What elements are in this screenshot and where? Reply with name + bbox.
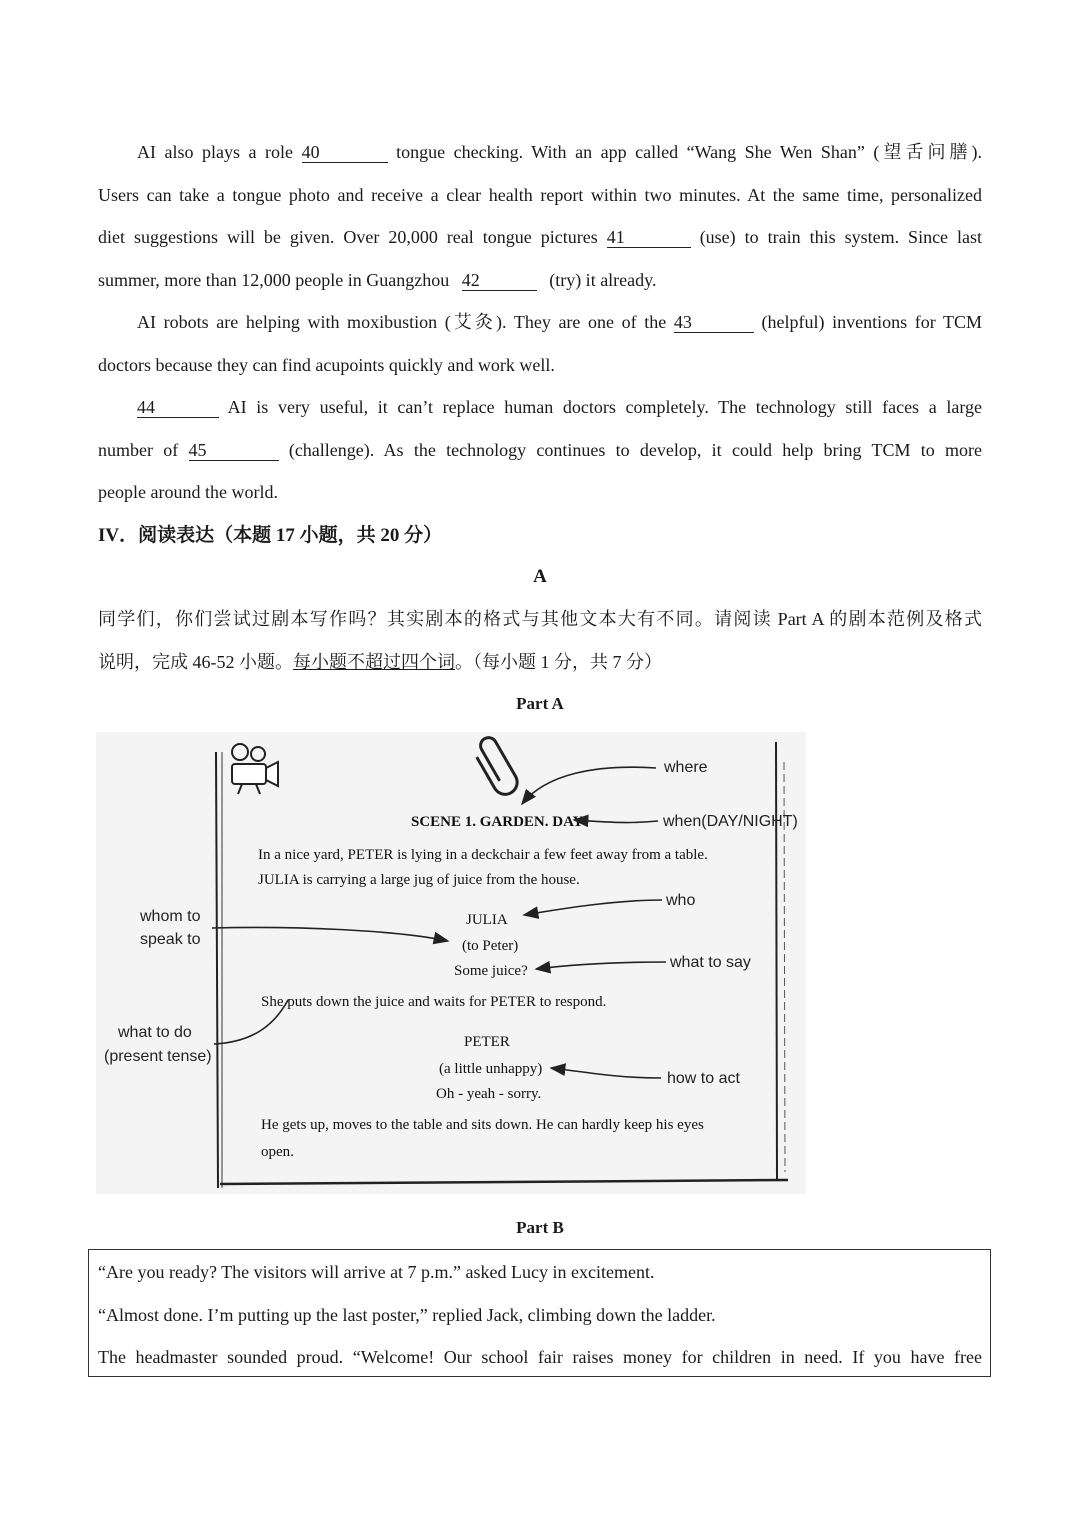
part-b-line: “Are you ready? The visitors will arrive at 7 p.m.” asked Lucy in excitement. bbox=[98, 1262, 655, 1282]
text: AI robots are helping with moxibustion (艾灸). They are one of the bbox=[137, 312, 667, 332]
paragraph-1 bbox=[98, 131, 982, 301]
blank-41[interactable]: 41 bbox=[607, 227, 691, 248]
paragraph-line bbox=[98, 301, 982, 344]
part-b-box bbox=[88, 1249, 991, 1377]
part-b-title: Part B bbox=[516, 1218, 564, 1237]
text: summer, more than 12,000 people in Guangzhou bbox=[98, 269, 450, 290]
dialogue-line: Some juice? bbox=[454, 963, 528, 979]
paragraph-line: doctors because they can find acupoints quickly and work well. bbox=[98, 354, 555, 375]
text: (use) to train this system. Since last bbox=[699, 227, 983, 247]
text: (try) it already. bbox=[549, 269, 657, 290]
note-what-to-say: what to say bbox=[670, 954, 751, 971]
intro-line bbox=[98, 641, 982, 684]
text: 。（每小题 1 分，共 7 分） bbox=[455, 651, 662, 672]
character-name: PETER bbox=[464, 1034, 510, 1050]
note-what-to-do-line-1: what to do bbox=[118, 1024, 192, 1041]
underlined-text: 每小题不超过四个词 bbox=[293, 651, 455, 672]
paragraph-2 bbox=[98, 301, 982, 386]
blank-45[interactable]: 45 bbox=[189, 440, 279, 461]
note-when: when(DAY/NIGHT) bbox=[663, 813, 798, 830]
text: diet suggestions will be given. Over 20,000 real tongue pictures bbox=[98, 227, 598, 247]
text: tongue checking. With an app called “Wang She Wen Shan” (望舌问膳). bbox=[396, 142, 983, 162]
blank-43[interactable]: 43 bbox=[674, 312, 754, 333]
parenthetical: (to Peter) bbox=[462, 938, 519, 954]
paragraph-line: people around the world. bbox=[98, 482, 278, 502]
dialogue-line: Oh - yeah - sorry. bbox=[436, 1086, 542, 1102]
part-b-text bbox=[98, 1251, 982, 1377]
note-who: who bbox=[666, 892, 696, 909]
paragraph-line bbox=[98, 429, 982, 472]
paragraph-line bbox=[98, 216, 982, 259]
text: 说明，完成 46-52 小题。 bbox=[98, 651, 293, 672]
part-b-line: The headmaster sounded proud. “Welcome! Our school fair raises money for children in need. If you have free bbox=[98, 1347, 982, 1367]
action-line: open. bbox=[261, 1144, 294, 1160]
text: AI is very useful, it can’t replace human doctors completely. The technology still faces a large bbox=[227, 397, 982, 417]
section-heading: IV．阅读表达（本题 17 小题，共 20 分） bbox=[98, 525, 443, 546]
paragraph-line bbox=[98, 386, 982, 429]
blank-40[interactable]: 40 bbox=[302, 142, 388, 163]
character-name: JULIA bbox=[466, 912, 508, 928]
paragraph-3 bbox=[98, 386, 982, 514]
part-b-line: “Almost done. I’m putting up the last poster,” replied Jack, climbing down the ladder. bbox=[98, 1304, 716, 1325]
text: (helpful) inventions for TCM bbox=[761, 312, 983, 332]
paragraph-line bbox=[98, 131, 982, 174]
paragraph-line: Users can take a tongue photo and receive a clear health report within two minutes. At the same time, personalized bbox=[98, 184, 982, 205]
action-line: JULIA is carrying a large jug of juice from the house. bbox=[258, 872, 580, 888]
intro-line: 同学们，你们尝试过剧本写作吗？其实剧本的格式与其他文本大有不同。请阅读 Part A 的剧本范例及格式 bbox=[98, 609, 982, 629]
action-line: He gets up, moves to the table and sits down. He can hardly keep his eyes bbox=[261, 1117, 704, 1133]
scene-heading: SCENE 1. GARDEN. DAY bbox=[411, 814, 584, 830]
note-whom-line-1: whom to bbox=[140, 908, 201, 925]
section-letter: A bbox=[533, 566, 547, 587]
text: AI also plays a role bbox=[137, 142, 294, 162]
note-how-to-act: how to act bbox=[667, 1070, 740, 1087]
note-whom-line-2: speak to bbox=[140, 931, 201, 948]
text: number of bbox=[98, 439, 179, 460]
blank-44[interactable]: 44 bbox=[137, 397, 219, 418]
note-where: where bbox=[664, 759, 708, 776]
screenplay-figure bbox=[96, 732, 806, 1194]
paragraph-line bbox=[98, 259, 982, 302]
blank-42[interactable]: 42 bbox=[462, 270, 537, 291]
part-a-title: Part A bbox=[516, 694, 564, 713]
text: (challenge). As the technology continues to develop, it could help bring TCM to more bbox=[288, 439, 982, 460]
section-intro bbox=[98, 598, 982, 683]
note-what-to-do-line-2: (present tense) bbox=[104, 1048, 212, 1065]
action-line: In a nice yard, PETER is lying in a deckchair a few feet away from a table. bbox=[258, 847, 708, 863]
parenthetical: (a little unhappy) bbox=[439, 1061, 543, 1077]
action-line: She puts down the juice and waits for PETER to respond. bbox=[261, 994, 607, 1010]
